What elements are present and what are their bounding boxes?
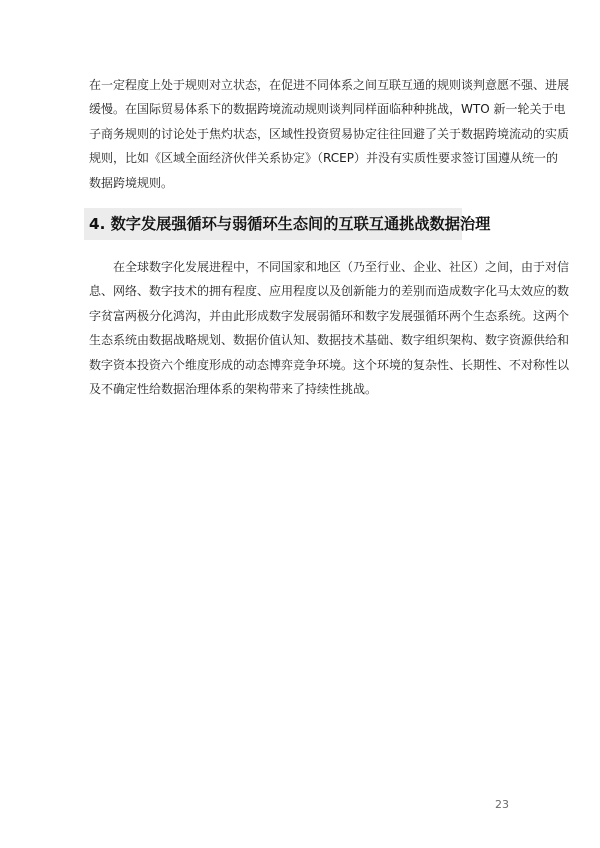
- paragraph-line: 规则，比如《区域全面经济伙伴关系协定》（RCEP）并没有实质性要求签订国遵从统一的: [89, 151, 558, 166]
- paragraph-line: 生态系统由数据战略规划、数据价值认知、数据技术基础、数字组织架构、数字资源供给和: [89, 333, 570, 348]
- section-heading: 4. 数字发展强循环与弱循环生态间的互联互通挑战数据治理: [89, 215, 491, 233]
- body-paragraph-2: [89, 255, 570, 401]
- paragraph-line: 在一定程度上处于规则对立状态，在促进不同体系之间互联互通的规则谈判意愿不强、进展: [89, 78, 570, 92]
- paragraph-line: 字贫富两极分化鸿沟，并由此形成数字发展弱循环和数字发展强循环两个生态系统。这两个: [89, 308, 570, 323]
- paragraph-line: 缓慢。在国际贸易体系下的数据跨境流动规则谈判同样面临种种挑战，WTO 新一轮关于电: [89, 102, 566, 117]
- paragraph-line: 在全球数字化发展进程中，不同国家和地区（乃至行业、企业、社区）之间，由于对信: [89, 260, 570, 274]
- paragraph-line: 及不确定性给数据治理体系的架构带来了持续性挑战。: [89, 382, 378, 397]
- paragraph-line: 数据跨境规则。: [89, 175, 174, 190]
- paragraph-line: 息、网络、数字技术的拥有程度、应用程度以及创新能力的差别而造成数字化马太效应的数: [89, 284, 570, 299]
- paragraph-line: 子商务规则的讨论处于焦灼状态，区域性投资贸易协定往往回避了关于数据跨境流动的实质: [89, 126, 570, 141]
- paragraph-line: 数字资本投资六个维度形成的动态博弈竞争环境。这个环境的复杂性、长期性、不对称性以: [89, 357, 570, 372]
- body-paragraph-1: [89, 73, 570, 195]
- page-number: 23: [495, 798, 509, 811]
